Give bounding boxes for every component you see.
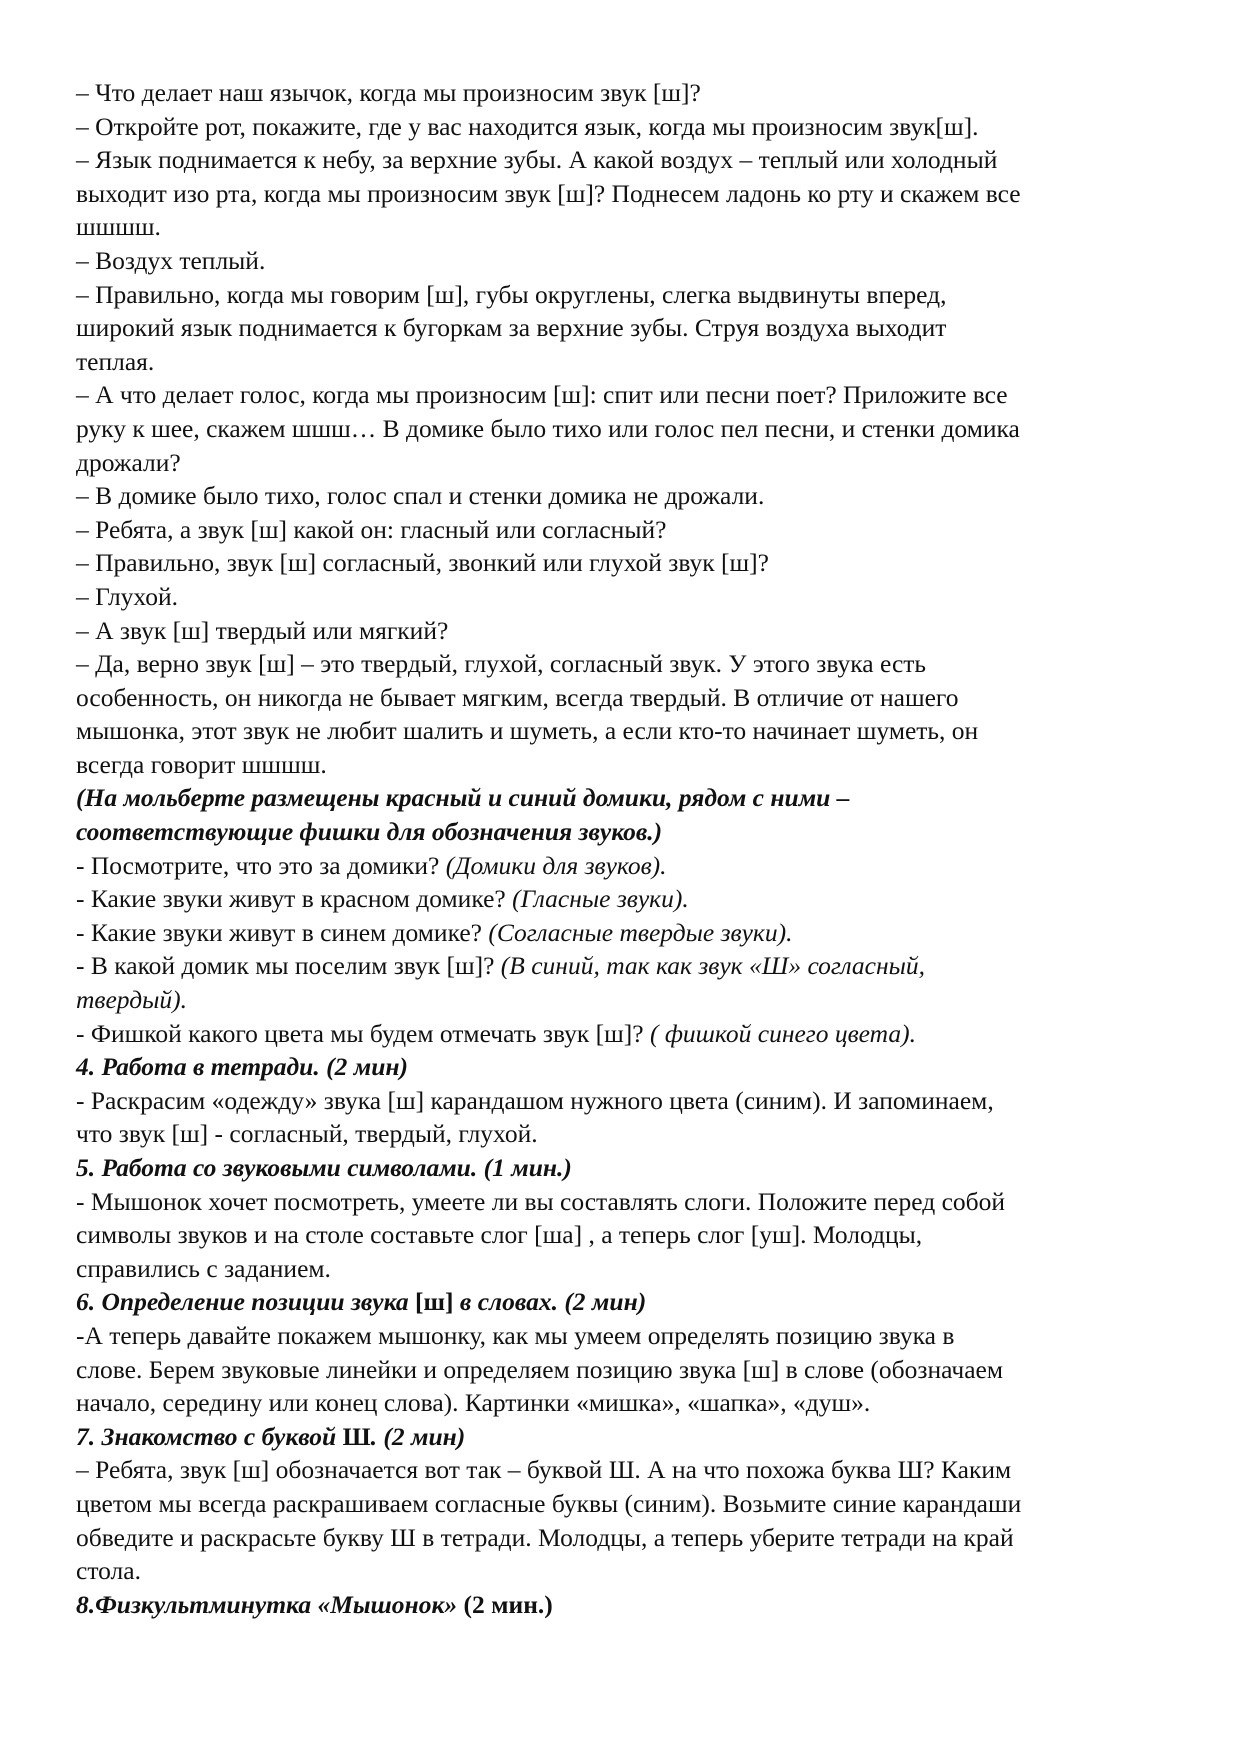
text-segment: слове. Берем звуковые линейки и определяем позицию звука [ш] в слове (обозначаем [76, 1354, 1004, 1384]
text-segment: дрожали? [76, 447, 181, 477]
text-segment: обведите и раскрасьте букву Ш в тетради. Молодцы, а теперь уберите тетради на край [76, 1522, 1014, 1552]
text-line [76, 1554, 1176, 1588]
text-line [76, 345, 1176, 379]
text-line [76, 1050, 1176, 1084]
text-segment: – Ребята, звук [ш] обозначается вот так – буквой Ш. А на что похожа буква Ш? Каким [76, 1455, 1012, 1485]
text-line [76, 748, 1176, 782]
text-line [76, 949, 1176, 983]
text-segment: - В какой домик мы поселим звук [ш]? [76, 951, 501, 981]
document-body [76, 76, 1176, 1621]
text-segment: [ш] [415, 1287, 454, 1317]
text-line [76, 1353, 1176, 1387]
text-segment: твердый). [76, 985, 188, 1015]
text-line [76, 647, 1176, 681]
text-segment: (Домики для звуков). [445, 850, 667, 880]
text-line [76, 412, 1176, 446]
text-segment: 7. Знакомство с буквой [76, 1421, 343, 1451]
text-segment: 5. Работа со звуковыми символами. (1 мин.) [76, 1153, 572, 1182]
text-line [76, 513, 1176, 547]
text-segment: теплая. [76, 346, 155, 376]
text-line [76, 1218, 1176, 1252]
text-line [76, 580, 1176, 614]
text-segment: соответствующие фишки для обозначения звуков.) [76, 817, 663, 847]
text-segment: – В домике было тихо, голос спал и стенки домика не дрожали. [76, 481, 765, 511]
text-line [76, 1285, 1176, 1319]
text-line [76, 546, 1176, 580]
text-line [76, 681, 1176, 715]
text-segment: – Да, верно звук [ш] – это твердый, глухой, согласный звук. У этого звука есть [76, 649, 927, 679]
text-segment: – Откройте рот, покажите, где у вас находится язык, когда мы произносим звук[ш]. [76, 111, 979, 141]
text-line [76, 1386, 1176, 1420]
text-line [76, 983, 1176, 1017]
text-segment: - Мышонок хочет посмотреть, умеете ли вы составлять слоги. Положите перед собой [76, 1186, 1006, 1216]
text-segment: в словах. (2 мин) [453, 1287, 647, 1317]
text-segment: 6. Определение позиции звука [76, 1287, 416, 1317]
text-line [76, 1252, 1176, 1286]
text-line [76, 1084, 1176, 1118]
text-line [76, 1151, 1176, 1185]
text-segment: - Какие звуки живут в синем домике? [76, 917, 489, 947]
text-segment: – Правильно, звук [ш] согласный, звонкий или глухой звук [ш]? [76, 548, 769, 578]
text-segment: Ш [342, 1421, 371, 1451]
text-line [76, 479, 1176, 513]
text-segment: 8.Физкультминутка «Мышонок» [76, 1589, 464, 1619]
text-segment: -А теперь давайте покажем мышонку, как мы умеем определять позицию звука в [76, 1320, 955, 1350]
text-segment: особенность, он никогда не бывает мягким, всегда твердый. В отличие от нашего [76, 682, 959, 712]
text-segment: – Ребята, а звук [ш] какой он: гласный или согласный? [76, 514, 667, 544]
text-segment: – А звук [ш] твердый или мягкий? [76, 615, 449, 645]
text-segment: широкий язык поднимается к бугоркам за верхние зубы. Струя воздуха выходит [76, 313, 947, 343]
text-line [76, 1185, 1176, 1219]
text-segment: символы звуков и на столе составьте слог [ша] , а теперь слог [уш]. Молодцы, [76, 1220, 923, 1250]
text-line [76, 1487, 1176, 1521]
text-line [76, 815, 1176, 849]
text-line [76, 916, 1176, 950]
text-line [76, 1588, 1176, 1622]
text-segment: стола. [76, 1556, 141, 1586]
text-line [76, 278, 1176, 312]
text-segment: – Воздух теплый. [76, 245, 266, 275]
text-line [76, 110, 1176, 144]
text-line [76, 882, 1176, 916]
text-segment: ( фишкой синего цвета). [649, 1018, 917, 1048]
text-line [76, 781, 1176, 815]
text-segment: - Раскрасим «одежду» звука [ш] карандашом нужного цвета (синим). И запоминаем, [76, 1085, 994, 1115]
text-line [76, 849, 1176, 883]
text-line [76, 76, 1176, 110]
text-line [76, 244, 1176, 278]
text-line [76, 1017, 1176, 1051]
text-segment: (Гласные звуки). [512, 884, 689, 914]
text-line [76, 1117, 1176, 1151]
text-line [76, 311, 1176, 345]
text-line [76, 1521, 1176, 1555]
text-segment: – Глухой. [76, 581, 178, 611]
text-segment: всегда говорит шшшш. [76, 749, 327, 779]
text-segment: – Правильно, когда мы говорим [ш], губы округлены, слегка выдвинуты вперед, [76, 279, 947, 309]
text-line [76, 614, 1176, 648]
text-segment: начало, середину или конец слова). Картинки «мишка», «шапка», «душ». [76, 1388, 871, 1418]
text-segment: – А что делает голос, когда мы произносим [ш]: спит или песни поет? Приложите все [76, 380, 1008, 410]
text-segment: (На мольберте размещены красный и синий домики, рядом с ними – [76, 783, 850, 813]
text-segment: шшшш. [76, 212, 161, 242]
text-segment: . (2 мин) [370, 1421, 466, 1451]
text-line [76, 378, 1176, 412]
text-segment: что звук [ш] - согласный, твердый, глухой. [76, 1119, 538, 1149]
text-segment: – Что делает наш язычок, когда мы произносим звук [ш]? [76, 78, 701, 107]
text-segment: - Посмотрите, что это за домики? [76, 850, 446, 880]
text-line [76, 177, 1176, 211]
text-segment: (2 мин.) [463, 1589, 553, 1619]
text-line [76, 143, 1176, 177]
text-segment: - Какие звуки живут в красном домике? [76, 884, 513, 914]
text-segment: – Язык поднимается к небу, за верхние зубы. А какой воздух – теплый или холодный [76, 145, 998, 175]
text-line [76, 714, 1176, 748]
text-segment: 4. Работа в тетради. (2 мин) [76, 1052, 409, 1082]
text-segment: руку к шее, скажем шшш… В домике было тихо или голос пел песни, и стенки домика [76, 413, 1020, 443]
text-segment: мышонка, этот звук не любит шалить и шуметь, а если кто-то начинает шуметь, он [76, 716, 979, 746]
text-line [76, 210, 1176, 244]
text-line [76, 446, 1176, 480]
text-line [76, 1319, 1176, 1353]
text-line [76, 1453, 1176, 1487]
text-segment: (Согласные твердые звуки). [488, 917, 793, 947]
text-segment: (В синий, так как звук «Ш» согласный, [500, 951, 926, 981]
text-segment: выходит изо рта, когда мы произносим звук [ш]? Поднесем ладонь ко рту и скажем все [76, 178, 1021, 208]
text-segment: - Фишкой какого цвета мы будем отмечать звук [ш]? [76, 1018, 650, 1048]
text-segment: справились с заданием. [76, 1253, 331, 1283]
text-line [76, 1420, 1176, 1454]
text-segment: цветом мы всегда раскрашиваем согласные буквы (синим). Возьмите синие карандаши [76, 1488, 1022, 1518]
